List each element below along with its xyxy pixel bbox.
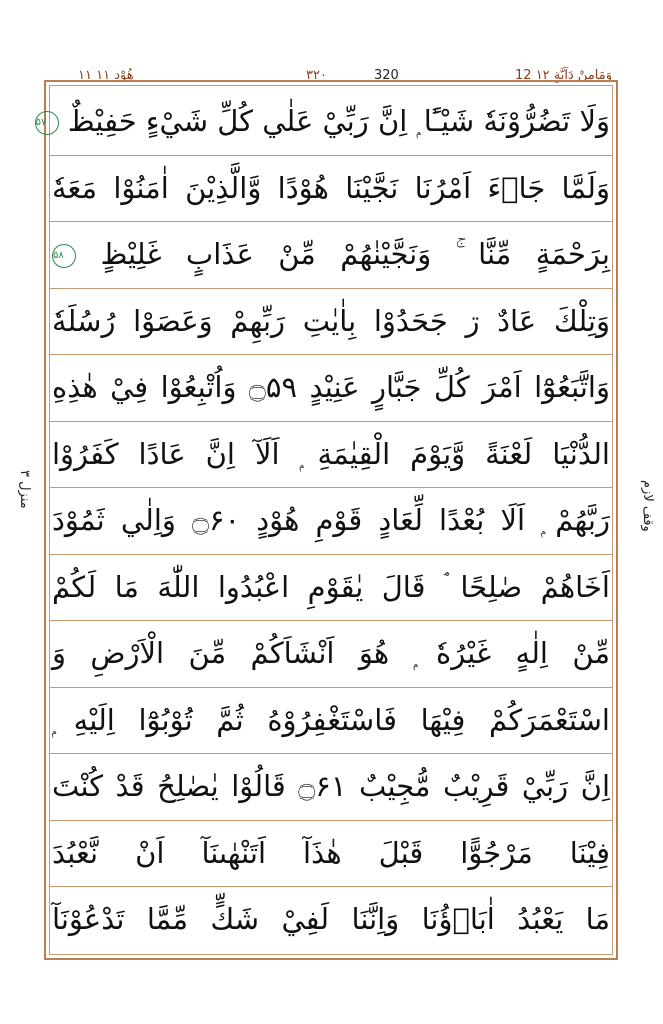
ayah-text: وَتِلْكَ عَادٌ ڗ جَحَدُوْا بِاٰيٰتِ رَبِّهِمْ وَعَصَوْا رُسُلَهٗ [52,303,610,338]
text-line [52,358,610,416]
text-line [52,425,610,483]
line-separator [50,620,612,621]
juz-name: 12 وَمَامِنْ دَآبَّةٍ ۱۲ [515,68,612,83]
ayah-number-marker: ۵۸ [52,244,76,268]
text-line [52,225,610,283]
waqf-marker: وقف لازم [640,480,655,532]
ayah-text: بِرَحْمَةٍ مِّنَّا ۚ وَنَجَّيْنٰهُمْ مِّنْ عَذَابٍ غَلِيْظٍ [100,237,611,271]
manzil-marker: منزل ۳ [17,470,32,509]
line-separator [50,753,612,754]
line-separator [50,354,612,355]
line-separator [50,687,612,688]
line-separator [50,487,612,488]
ayah-text: مَا يَعْبُدُ اٰبَاۗؤُنَا وَاِنَّنَا لَفِيْ شَكٍّ مِّمَّا تَدْعُوْنَآ [52,902,610,936]
line-separator [50,820,612,821]
text-line [52,824,610,882]
text-line [52,691,610,749]
line-separator [50,554,612,555]
ayah-text: اِنَّ رَبِّيْ قَرِيْبٌ مُّجِيْبٌ ۝۶۱ قَالُوْا يٰصٰلِحُ قَدْ كُنْتَ [52,769,610,803]
line-separator [50,155,612,156]
ayah-text: وَلَمَّا جَاۗءَ اَمْرُنَا نَجَّيْنَا هُوْدًا وَّالَّذِيْنَ اٰمَنُوْا مَعَهٗ [52,170,610,205]
page-number: 320 [374,68,399,83]
line-separator [50,886,612,887]
line-separator [50,288,612,289]
text-line [52,558,610,616]
ayah-text: وَاتَّبَعُوْٓا اَمْرَ كُلِّ جَبَّارٍ عَنِيْدٍ ۝۵۹ وَاُتْبِعُوْا فِيْ هٰذِهِ [52,370,610,404]
ayah-text: الدُّنْيَا لَعْنَةً وَّيَوْمَ الْقِيٰمَةِ ۭ اَلَآ اِنَّ عَادًا كَفَرُوْا [52,436,610,471]
surah-name: ۱۱ هُوْد ۱۱ [78,68,134,83]
text-line [35,92,610,150]
ayah-text: مِّنْ اِلٰهٍ غَيْرُهٗ ۭ هُوَ اَنْشَاَكُمْ مِّنَ الْاَرْضِ وَ [52,636,610,670]
ayah-text: رَبَّهُمْ ۭ اَلَا بُعْدًا لِّعَادٍ قَوْمِ هُوْدٍ ۝۶۰ وَاِلٰي ثَمُوْدَ [52,503,610,537]
ayah-text: وَلَا تَضُرُّوْنَهٗ شَيْـًٔا ۭ اِنَّ رَبِّيْ عَلٰي كُلِّ شَيْءٍ حَفِيْظٌ [67,104,610,138]
text-line [52,292,610,350]
page-number-urdu: ۳۲۰ [306,68,327,83]
line-separator [50,221,612,222]
text-line [52,624,610,682]
ayah-text: اسْتَعْمَرَكُمْ فِيْهَا فَاسْتَغْفِرُوْهُ ثُمَّ تُوْبُوْٓا اِلَيْهِ ۭ [52,702,610,737]
text-line [52,159,610,217]
text-line [52,890,610,948]
line-separator [50,421,612,422]
text-line [52,491,610,549]
ayah-text: اَخَاهُمْ صٰلِحًا ۘ قَالَ يٰقَوْمِ اعْبُدُوا اللّٰهَ مَا لَكُمْ [52,569,610,604]
text-line [52,757,610,815]
ayah-number-marker: ۵۷ [35,111,59,135]
ayah-text: فِيْنَا مَرْجُوًّا قَبْلَ هٰذَآ اَتَنْهٰىنَآ اَنْ نَّعْبُدَ [52,835,610,870]
